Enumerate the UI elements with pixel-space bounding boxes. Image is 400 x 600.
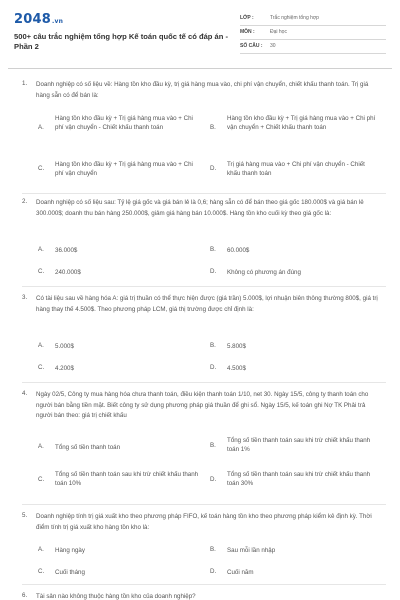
option-text: Hàng tồn kho đầu kỳ + Trị giá hàng mua vào + Chi phí vận chuyển: [55, 161, 193, 177]
question-number: 4.: [22, 390, 28, 397]
meta-value: 30: [270, 43, 276, 49]
answer-option-c[interactable]: [38, 268, 198, 278]
question-number: 2.: [22, 198, 28, 205]
question-text: Tài sản nào không thuộc hàng tồn kho của doanh nghiệp?: [36, 593, 196, 600]
answer-option-c[interactable]: [38, 568, 198, 578]
answer-option-c[interactable]: [38, 160, 198, 182]
option-letter: D.: [210, 364, 217, 371]
option-letter: A.: [38, 342, 44, 349]
option-letter: B.: [210, 342, 216, 349]
answer-option-a[interactable]: [38, 438, 198, 458]
option-letter: C.: [38, 165, 45, 172]
option-text: Hàng tồn kho đầu kỳ + Trị giá hàng mua vào + Chi phí vận chuyển - Chiết khấu thanh toán: [55, 115, 193, 131]
option-text: 4.200$: [55, 365, 74, 372]
meta-label: MÔN :: [240, 29, 255, 35]
answer-option-d[interactable]: [210, 268, 382, 278]
option-letter: B.: [210, 442, 216, 449]
option-letter: B.: [210, 246, 216, 253]
option-letter: A.: [38, 443, 44, 450]
option-text: Hàng ngày: [55, 547, 85, 554]
answer-option-a[interactable]: [38, 246, 198, 256]
option-text: 60.000$: [227, 247, 250, 254]
question-item: [22, 80, 386, 192]
option-letter: C.: [38, 568, 45, 575]
question-item: [22, 294, 386, 380]
answer-option-c[interactable]: [38, 470, 198, 492]
question-text: Doanh nghiệp có số liệu sau: Tỷ lệ giá gốc và giá bán lẻ là 0,6; hàng sẵn có để bán theo giá gốc 180.000$ và giá bán lẻ 300.000$; doanh thu bán hàng 250.000$, giảm giá hàng bán 10.000$. Hàng tồn kho cuối kỳ theo giá gốc là:: [36, 199, 364, 217]
meta-label: LỚP :: [240, 15, 254, 21]
option-text: 240.000$: [55, 269, 81, 276]
answer-option-a[interactable]: [38, 342, 198, 352]
question-text: Có tài liệu sau về hàng hóa A: giá trị thuần có thể thực hiện được (giá trần) 5.000$, lợi nhuận biên thông thường 800$, giá trị hàng thay thế 4.500$. Theo phương pháp LCM, giá thị trường được chỉ định là:: [36, 295, 378, 313]
question-text: Doanh nghiệp có số liệu về: Hàng tồn kho đầu kỳ, trị giá hàng mua vào, chi phí vận chuyển, chiết khấu thanh toán. Trị giá hàng sẵn có để bán là:: [36, 81, 369, 99]
document-title: 500+ câu trắc nghiệm tổng hợp Kế toán quốc tế có đáp án - Phần 2: [14, 32, 229, 51]
option-letter: D.: [210, 268, 217, 275]
answer-option-d[interactable]: [210, 568, 382, 578]
answer-option-b[interactable]: [210, 342, 382, 352]
answer-option-c[interactable]: [38, 364, 198, 374]
question-number: 3.: [22, 294, 28, 301]
option-text: Trị giá hàng mua vào + Chi phí vận chuyển - Chiết khấu thanh toán: [227, 161, 365, 177]
option-letter: B.: [210, 546, 216, 553]
option-letter: A.: [38, 124, 44, 131]
question-text: Ngày 02/5, Công ty mua hàng hóa chưa thanh toán, điều kiện thanh toán 1/10, net 30. Ngày 15/5, công ty thanh toán cho người bán bằng tiền mặt. Biết công ty sử dụng phương pháp giá thuần để ghi sổ. Ngày 15/5, kế toán ghi Nợ TK Phải trả người bán theo: giá trị chiết khấu: [36, 391, 369, 419]
question-divider: [22, 193, 386, 194]
option-text: Tổng số tiền thanh toán: [55, 444, 121, 451]
meta-value: Trắc nghiệm tổng hợp: [270, 15, 319, 21]
question-divider: [22, 584, 386, 585]
answer-option-b[interactable]: [210, 114, 382, 144]
answer-option-b[interactable]: [210, 246, 382, 256]
answer-option-d[interactable]: [210, 364, 382, 374]
option-text: 36.000$: [55, 247, 78, 254]
question-divider: [22, 382, 386, 383]
option-letter: A.: [38, 546, 44, 553]
question-divider: [22, 286, 386, 287]
question-text: Doanh nghiệp tính trị giá xuất kho theo phương pháp FIFO, kế toán hàng tồn kho theo phương pháp kiểm kê định kỳ. Thời điểm tính trị giá xuất kho hàng tồn kho là:: [36, 513, 372, 531]
option-text: Không có phương án đúng: [227, 269, 301, 276]
option-text: Cuối tháng: [55, 569, 85, 576]
answer-option-b[interactable]: [210, 436, 382, 458]
option-letter: D.: [210, 476, 217, 483]
option-text: Tổng số tiền thanh toán sau khi trừ chiết khấu thanh toán 10%: [55, 471, 199, 487]
option-letter: D.: [210, 165, 217, 172]
question-number: 5.: [22, 512, 28, 519]
option-letter: C.: [38, 476, 45, 483]
option-text: 5.000$: [55, 343, 74, 350]
question-number: 6.: [22, 592, 28, 599]
question-item: [22, 390, 386, 502]
option-letter: D.: [210, 568, 217, 575]
option-text: Cuối năm: [227, 569, 254, 576]
answer-option-a[interactable]: [38, 546, 198, 556]
answer-option-b[interactable]: [210, 546, 382, 556]
option-letter: C.: [38, 268, 45, 275]
meta-label: SỐ CÂU :: [240, 43, 263, 49]
option-letter: B.: [210, 124, 216, 131]
logo-suffix: .vn: [51, 18, 64, 25]
question-item: [22, 592, 386, 600]
meta-value: Đại học: [270, 29, 287, 35]
question-item: [22, 198, 386, 284]
answer-option-d[interactable]: [210, 160, 382, 182]
option-letter: A.: [38, 246, 44, 253]
option-text: 4.500$: [227, 365, 246, 372]
logo-text: 2048: [14, 12, 51, 27]
question-number: 1.: [22, 80, 28, 87]
option-text: 5.800$: [227, 343, 246, 350]
question-item: [22, 512, 386, 582]
option-text: Sau mỗi lần nhập: [227, 547, 276, 554]
option-letter: C.: [38, 364, 45, 371]
question-divider: [22, 504, 386, 505]
option-text: Tổng số tiền thanh toán sau khi trừ chiết khấu thanh toán 30%: [227, 471, 371, 487]
option-text: Tổng số tiền thanh toán sau khi trừ chiết khấu thanh toán 1%: [227, 437, 371, 453]
answer-option-d[interactable]: [210, 470, 382, 492]
answer-option-a[interactable]: [38, 114, 198, 144]
option-text: Hàng tồn kho đầu kỳ + Trị giá hàng mua vào + Chi phí vận chuyển + Chiết khấu thanh toán: [227, 115, 376, 131]
